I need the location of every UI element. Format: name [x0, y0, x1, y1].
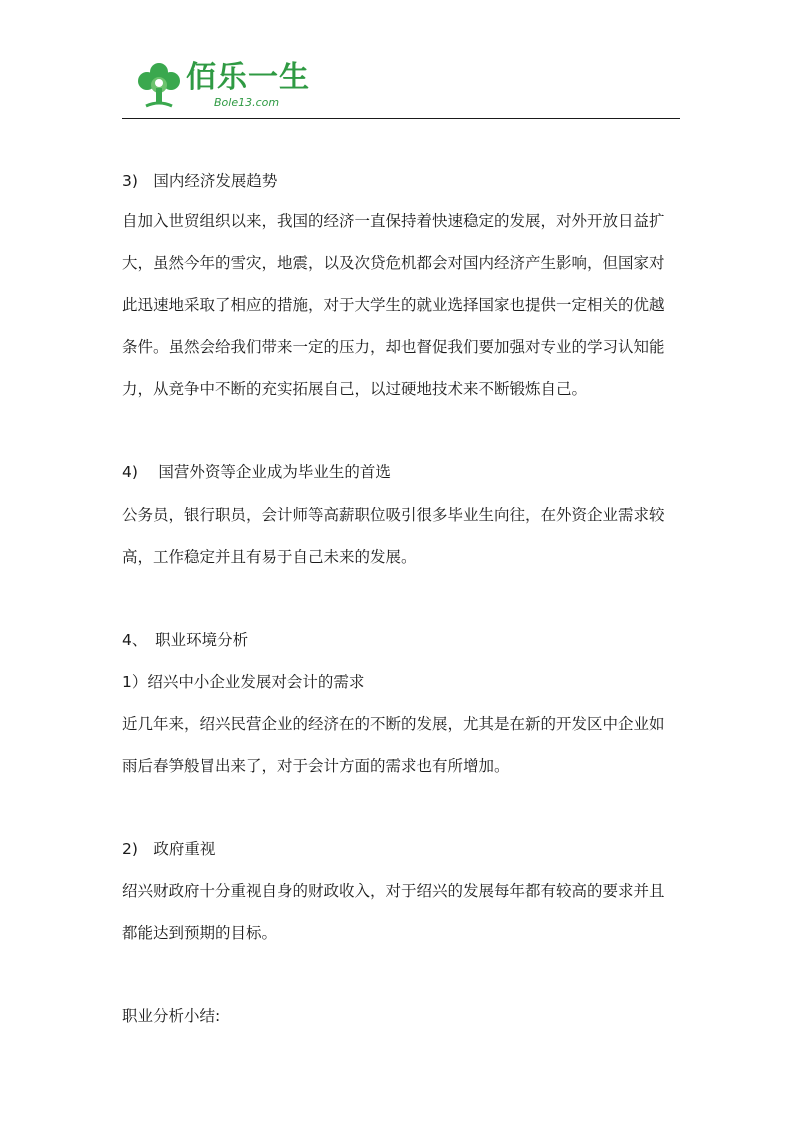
paragraph-line: 自加入世贸组织以来，我国的经济一直保持着快速稳定的发展，对外开放日益扩: [122, 212, 665, 230]
logo-subtitle: Bole13.com: [214, 96, 280, 109]
paragraph-line: 都能达到预期的目标。: [122, 924, 278, 942]
section-heading: 4) 国营外资等企业成为毕业生的首选: [122, 463, 391, 481]
section-heading: 4、 职业环境分析: [122, 631, 249, 649]
paragraph-line: 高，工作稳定并且有易于自己未来的发展。: [122, 548, 417, 566]
tree-logo-icon: [136, 60, 182, 110]
subsection-heading: 1）绍兴中小企业发展对会计的需求: [122, 673, 365, 691]
header-divider: [122, 118, 680, 119]
subsection-heading: 2) 政府重视: [122, 840, 216, 858]
paragraph-line: 绍兴财政府十分重视自身的财政收入，对于绍兴的发展每年都有较高的要求并且: [122, 882, 665, 900]
page-header: [122, 58, 680, 120]
paragraph-line: 条件。虽然会给我们带来一定的压力，却也督促我们要加强对专业的学习认知能: [122, 338, 665, 356]
paragraph-line: 力，从竞争中不断的充实拓展自己，以过硬地技术来不断锻炼自己。: [122, 380, 588, 398]
paragraph-line: 此迅速地采取了相应的措施，对于大学生的就业选择国家也提供一定相关的优越: [122, 296, 665, 314]
paragraph-line: 公务员，银行职员，会计师等高薪职位吸引很多毕业生向往，在外资企业需求较: [122, 506, 665, 524]
summary-heading: 职业分析小结:: [122, 1007, 221, 1025]
section-heading: 3) 国内经济发展趋势: [122, 172, 278, 190]
paragraph-line: 雨后春笋般冒出来了，对于会计方面的需求也有所增加。: [122, 757, 510, 775]
paragraph-line: 大，虽然今年的雪灾，地震，以及次贷危机都会对国内经济产生影响，但国家对: [122, 254, 665, 272]
logo-title: 佰乐一生: [186, 60, 310, 95]
paragraph-line: 近几年来，绍兴民营企业的经济在的不断的发展，尤其是在新的开发区中企业如: [122, 715, 665, 733]
